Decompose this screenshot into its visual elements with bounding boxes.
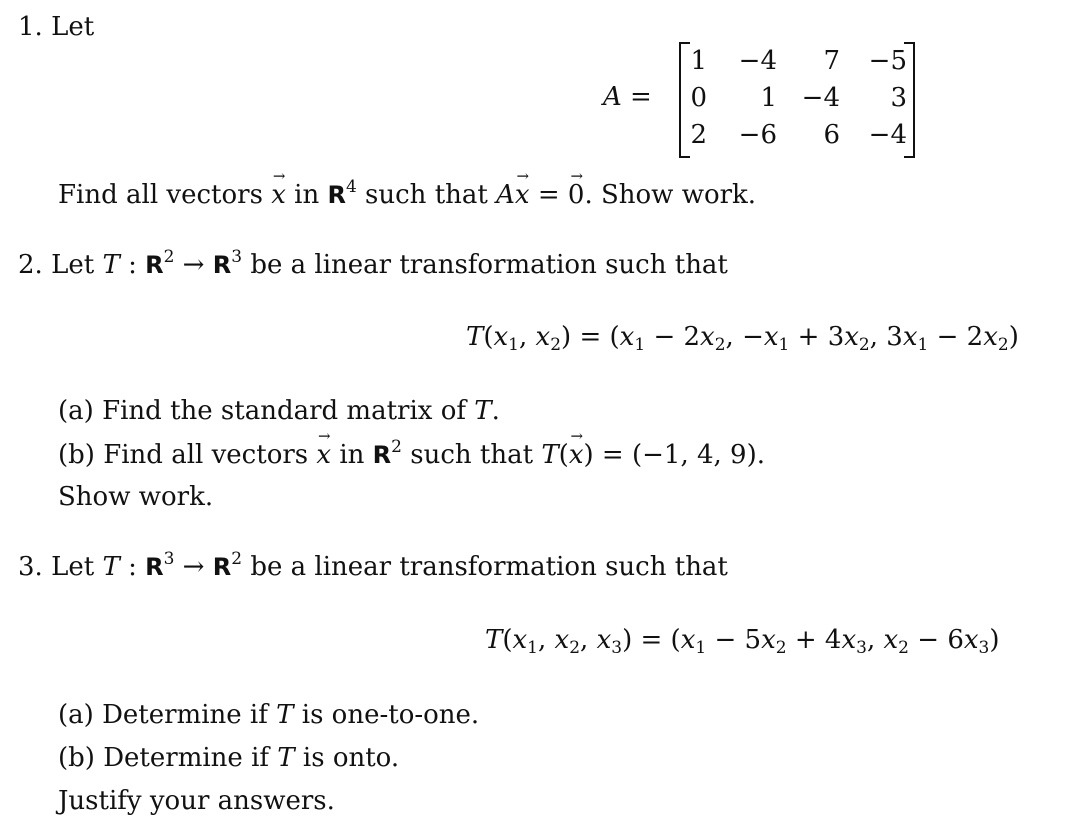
subscript: 2	[569, 638, 581, 658]
part-text: Find all vectors	[103, 440, 309, 470]
problem-2-number: 2.	[18, 250, 43, 280]
matrix-cell: 3	[890, 83, 907, 113]
problem-3-justify	[58, 788, 335, 814]
t-symbol: T	[541, 440, 559, 470]
problem-3-part-b	[58, 745, 399, 771]
paren: )	[583, 440, 594, 470]
coefficient: 2	[683, 322, 701, 352]
subscript: 2	[550, 335, 562, 355]
matrix-cell: 1	[760, 83, 777, 113]
arrow-icon: →	[182, 552, 205, 582]
subscript: 3	[856, 638, 867, 658]
reals-symbol: R	[145, 251, 164, 279]
equals-sign: =	[601, 440, 624, 470]
problem-2-part-b	[58, 437, 765, 470]
problem-3-formula	[485, 625, 1000, 658]
paren: (	[483, 322, 494, 352]
var-x: x	[763, 322, 779, 352]
part-label: (b)	[58, 743, 95, 773]
part-tail: is onto.	[302, 743, 400, 773]
subscript: 2	[997, 335, 1009, 355]
show-work-text: Show work.	[58, 482, 214, 512]
minus: −	[714, 625, 737, 655]
arrow-icon: →	[182, 250, 205, 280]
matrix-ref: A	[496, 180, 515, 210]
comma: ,	[869, 322, 879, 352]
in-text: in	[339, 440, 365, 470]
var-x: x	[554, 625, 570, 655]
minus: −	[936, 322, 959, 352]
matrix-cell: 6	[823, 120, 840, 150]
matrix-cell: 7	[823, 46, 840, 76]
matrix-cell: −4	[738, 46, 777, 76]
var-x: x	[761, 625, 776, 655]
matrix-cell: −4	[801, 83, 840, 113]
subscript: 2	[775, 638, 787, 658]
comma: ,	[866, 625, 876, 655]
equals-sign: =	[537, 180, 560, 210]
paren: (	[670, 625, 681, 655]
subscript: 3	[611, 638, 623, 658]
colon: :	[128, 250, 137, 280]
domain-dimension: 2	[163, 247, 175, 267]
var-x: x	[700, 322, 715, 352]
matrix-equals: =	[630, 82, 652, 112]
matrix-cell: −5	[868, 46, 907, 76]
codomain-dimension: 2	[231, 549, 243, 569]
subscript: 1	[508, 335, 519, 355]
let-text: Let	[51, 552, 95, 582]
matrix-cell: 2	[690, 120, 707, 150]
comma: ,	[519, 322, 528, 352]
paren: (	[558, 440, 569, 470]
t-symbol: T	[276, 700, 294, 730]
coefficient: 2	[966, 322, 984, 352]
subscript: 1	[778, 335, 790, 355]
let-text: Let	[51, 250, 95, 280]
part-label: (a)	[58, 700, 94, 730]
equals-sign: =	[579, 322, 602, 352]
coefficient: 6	[947, 625, 964, 655]
part-tail: is one-to-one.	[301, 700, 480, 730]
subscript: 2	[714, 335, 726, 355]
definition-text: be a linear transformation such that	[250, 552, 728, 582]
problem-1-intro: Let	[51, 12, 95, 42]
subscript: 1	[917, 335, 929, 355]
problem-3-heading	[18, 549, 728, 582]
dimension: 4	[345, 177, 357, 197]
minus: −	[742, 322, 764, 352]
part-text: Determine if	[103, 743, 270, 773]
problem-1-question	[58, 177, 757, 210]
matrix-a-label	[603, 84, 652, 110]
subscript: 1	[634, 335, 646, 355]
problem-1-heading	[18, 14, 94, 40]
paren: )	[1008, 322, 1019, 352]
part-text: Find the standard matrix of	[102, 396, 466, 426]
paren: (	[609, 322, 620, 352]
coefficient: 3	[886, 322, 903, 352]
transformation-symbol: T	[102, 250, 120, 280]
minus: −	[653, 322, 676, 352]
minus: −	[917, 625, 940, 655]
paren: (	[502, 625, 513, 655]
find-text: Find all vectors	[58, 180, 263, 210]
var-x: x	[902, 322, 918, 352]
problem-3-part-a	[58, 702, 479, 728]
plus: +	[794, 625, 817, 655]
t-symbol: T	[466, 322, 484, 352]
comma: ,	[725, 322, 734, 352]
justify-text: Justify your answers.	[58, 786, 335, 816]
matrix-cell: −4	[868, 120, 907, 150]
zero-vector: 0 →	[568, 182, 585, 208]
coefficient: 5	[744, 625, 762, 655]
matrix-cell: 1	[690, 46, 707, 76]
show-work-text: . Show work.	[584, 180, 757, 210]
transformation-symbol: T	[102, 552, 120, 582]
t-symbol: T	[485, 625, 503, 655]
var-x: x	[535, 322, 551, 352]
vector-x: x →	[515, 182, 530, 208]
period: .	[756, 440, 765, 470]
subscript: 1	[695, 638, 707, 658]
part-text: Determine if	[102, 700, 268, 730]
var-x: x	[512, 625, 528, 655]
vector-x: x →	[569, 442, 584, 468]
matrix-cell: 0	[690, 83, 707, 113]
var-x: x	[883, 625, 899, 655]
var-x: x	[493, 322, 509, 352]
part-label: (b)	[58, 440, 95, 470]
matrix-name: A	[603, 82, 622, 112]
equals-sign: =	[640, 625, 663, 655]
reals-symbol: R	[327, 181, 346, 209]
var-x: x	[841, 625, 857, 655]
comma: ,	[538, 625, 547, 655]
reals-symbol: R	[212, 553, 232, 581]
comma: ,	[580, 625, 589, 655]
part-label: (a)	[58, 396, 94, 426]
such-that-text: such that	[410, 440, 534, 470]
definition-text: be a linear transformation such that	[250, 250, 728, 280]
in-text: in	[294, 180, 320, 210]
paren: )	[989, 625, 1000, 655]
t-symbol: T	[474, 396, 492, 426]
target-vector: (−1, 4, 9)	[631, 440, 757, 470]
var-x: x	[619, 322, 635, 352]
vector-x: x →	[271, 182, 286, 208]
codomain-dimension: 3	[231, 247, 243, 267]
plus: +	[797, 322, 820, 352]
reals-symbol: R	[145, 553, 164, 581]
coefficient: 4	[824, 625, 842, 655]
problem-2-show-work	[58, 484, 213, 510]
problem-3-number: 3.	[18, 552, 43, 582]
t-symbol: T	[277, 743, 295, 773]
vector-x: x →	[316, 442, 331, 468]
colon: :	[128, 552, 137, 582]
var-x: x	[963, 625, 979, 655]
var-x: x	[844, 322, 859, 352]
reals-symbol: R	[212, 251, 232, 279]
domain-dimension: 3	[163, 549, 175, 569]
paren: )	[561, 322, 572, 352]
problem-2-formula	[466, 322, 1019, 355]
paren: )	[622, 625, 633, 655]
subscript: 3	[978, 638, 990, 658]
period: .	[491, 396, 500, 426]
matrix-cell: −6	[738, 120, 777, 150]
reals-symbol: R	[372, 441, 392, 469]
problem-2-heading	[18, 247, 728, 280]
subscript: 2	[898, 638, 909, 658]
var-x: x	[680, 625, 696, 655]
var-x: x	[596, 625, 612, 655]
var-x: x	[983, 322, 998, 352]
problem-2-part-a	[58, 398, 500, 424]
subscript: 2	[858, 335, 870, 355]
problem-1-number: 1.	[18, 12, 43, 42]
subscript: 1	[527, 638, 538, 658]
such-that-text: such that	[365, 180, 488, 210]
coefficient: 3	[827, 322, 845, 352]
dimension: 2	[391, 437, 402, 457]
